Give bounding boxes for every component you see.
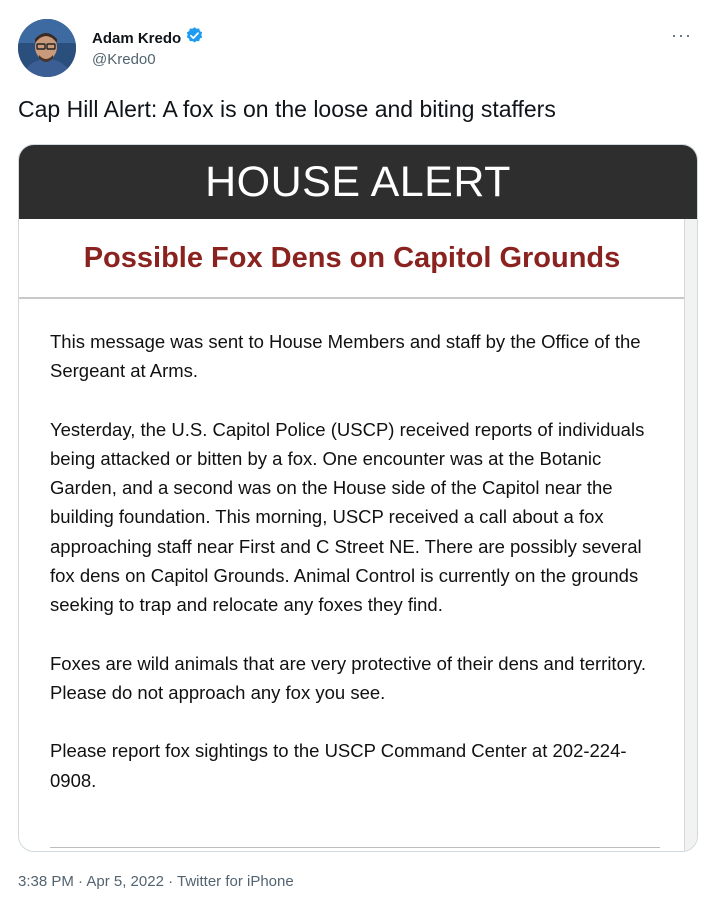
divider <box>50 847 660 848</box>
more-options-icon[interactable]: ··· <box>671 25 692 45</box>
alert-title: HOUSE ALERT <box>205 157 511 206</box>
avatar[interactable] <box>18 19 76 77</box>
tweet-text: Cap Hill Alert: A fox is on the loose and biting staffers <box>18 96 556 122</box>
alert-paragraph: This message was sent to House Members and staff by the Office of the Sergeant at Arms. <box>50 331 641 382</box>
verified-badge-icon <box>185 26 204 50</box>
tweet-header <box>18 19 694 77</box>
tweet-timestamp[interactable]: 3:38 PM · Apr 5, 2022 · Twitter for iPhone <box>18 873 294 890</box>
screenshot-scrollbar-edge <box>684 219 697 852</box>
divider <box>19 297 685 299</box>
tweet-media-image[interactable] <box>18 144 698 852</box>
alert-body <box>50 327 670 824</box>
author-handle[interactable]: @Kredo0 <box>92 51 156 68</box>
alert-paragraph: Please report fox sightings to the USCP Command Center at 202-224-0908. <box>50 740 627 791</box>
avatar-photo-icon <box>18 19 76 77</box>
alert-paragraph: Yesterday, the U.S. Capitol Police (USCP) received reports of individuals being attacked or bitten by a fox. One encounter was at the Botanic Garden, and a second was on the House side of the Capitol near the building foundation. This morning, USCP received a call about a fox approaching staff near First and C Street NE. There are possibly several fox dens on Capitol Grounds. Animal Control is currently on the grounds seeking to trap and relocate any foxes they find. <box>50 418 645 616</box>
alert-subtitle: Possible Fox Dens on Capitol Grounds <box>83 241 621 274</box>
alert-paragraph: Foxes are wild animals that are very protective of their dens and territory. Please do not approach any fox you see. <box>50 652 647 703</box>
author-name[interactable]: Adam Kredo <box>92 29 182 47</box>
alert-banner <box>19 145 697 219</box>
